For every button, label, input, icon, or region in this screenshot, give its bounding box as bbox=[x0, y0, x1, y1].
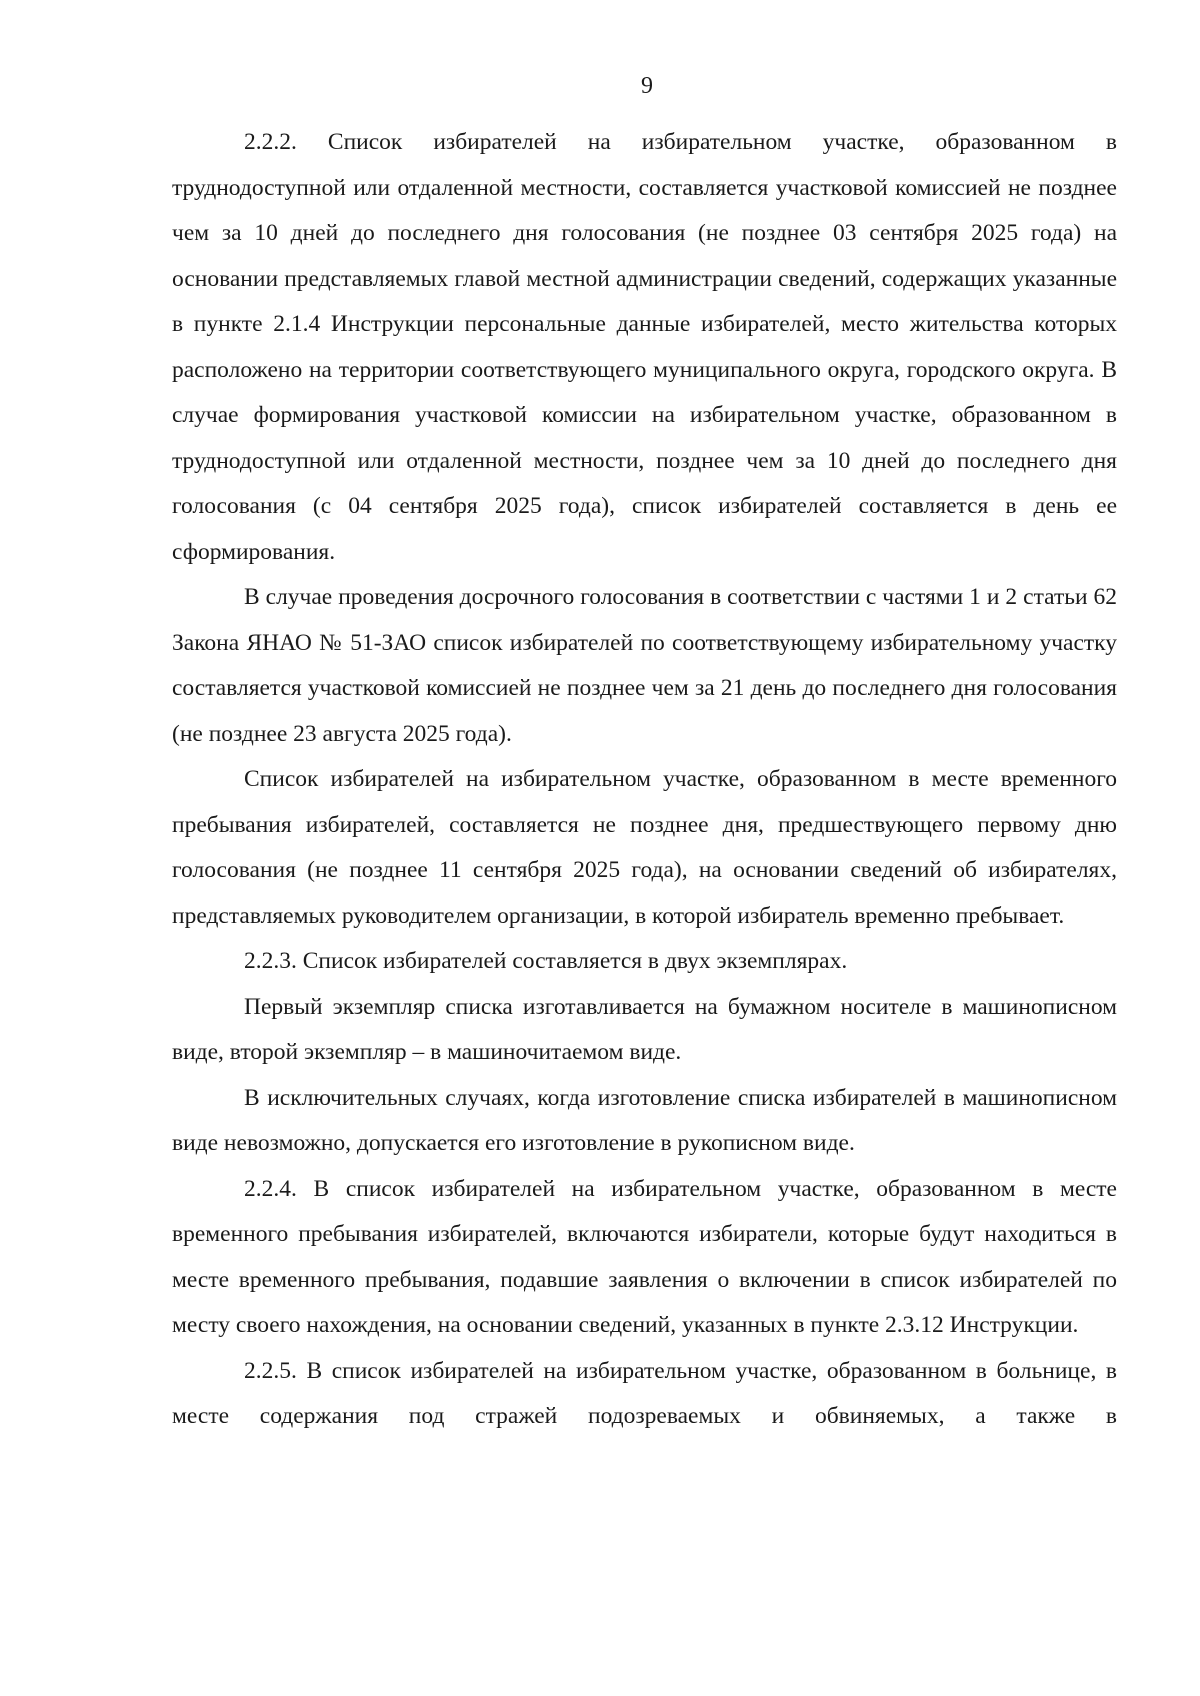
paragraph-2-2-2: 2.2.2. Список избирателей на избирательном участке, образованном в труднодоступной или отдаленной местности, составляется участковой комиссией не позднее чем за 10 дней до последнего дня голосования (не позднее 03 сентября 2025 года) на основании представляемых главой местной администрации сведений, содержащих указанные в пункте 2.1.4 Инструкции персональные данные избирателей, место жительства которых расположено на территории соответствующего муниципального округа, городского округа. В случае формирования участковой комиссии на избирательном участке, образованном в труднодоступной или отдаленной местности, позднее чем за 10 дней до последнего дня голосования (с 04 сентября 2025 года), список избирателей составляется в день ее сформирования. bbox=[172, 129, 1117, 565]
paragraph-exceptional-cases: В исключительных случаях, когда изготовление списка избирателей в машинописном виде невозможно, допускается его изготовление в рукописном виде. bbox=[172, 1084, 1117, 1156]
paragraph-early-voting: В случае проведения досрочного голосования в соответствии с частями 1 и 2 статьи 62 Закона ЯНАО № 51-ЗАО список избирателей по соответствующему избирательному участку составляется участковой комиссией не позднее чем за 21 день до последнего дня голосования (не позднее 23 августа 2025 года). bbox=[172, 584, 1117, 747]
paragraph-2-2-4: 2.2.4. В список избирателей на избирательном участке, образованном в месте временного пребывания избирателей, включаются избиратели, которые будут находиться в месте временного пребывания, подавшие заявления о включении в список избирателей по месту своего нахождения, на основании сведений, указанных в пункте 2.3.12 Инструкции. bbox=[172, 1175, 1117, 1338]
paragraph-2-2-5: 2.2.5. В список избирателей на избирательном участке, образованном в больнице, в месте содержания под стражей подозреваемых и обвиняемых, а также в bbox=[172, 1357, 1117, 1429]
page-number: 9 bbox=[641, 73, 653, 99]
document-body bbox=[172, 120, 1117, 1440]
paragraph-2-2-3: 2.2.3. Список избирателей составляется в двух экземплярах. bbox=[244, 948, 848, 974]
paragraph-temporary-stay: Список избирателей на избирательном участке, образованном в месте временного пребывания избирателей, составляется не позднее дня, предшествующего первому дню голосования (не позднее 11 сентября 2025 года), на основании сведений об избирателях, представляемых руководителем организации, в которой избиратель временно пребывает. bbox=[172, 766, 1117, 929]
paragraph-first-copy: Первый экземпляр списка изготавливается на бумажном носителе в машинописном виде, второй экземпляр – в машиночитаемом виде. bbox=[172, 993, 1117, 1065]
